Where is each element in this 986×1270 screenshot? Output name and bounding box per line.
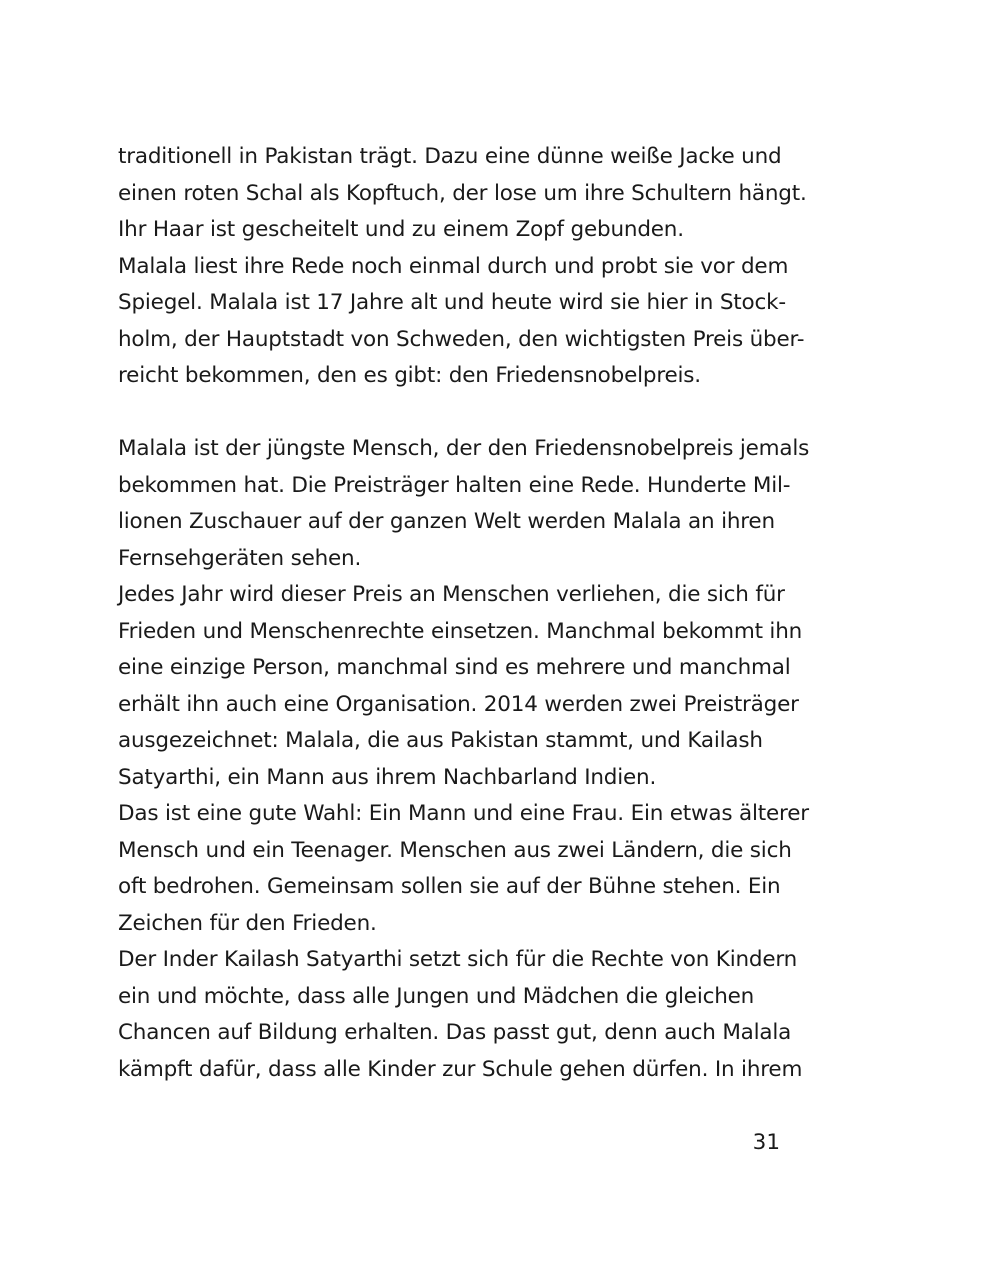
text-line: Satyarthi, ein Mann aus ihrem Nachbarland Indien. xyxy=(118,764,657,790)
text-line: kämpft dafür, dass alle Kinder zur Schule gehen dürfen. In ihrem xyxy=(118,1056,803,1082)
paragraph-1 xyxy=(118,139,807,249)
paragraph-6 xyxy=(118,942,803,1088)
paragraph-2 xyxy=(118,249,805,395)
text-line: bekommen hat. Die Preisträger halten eine Rede. Hunderte Mil- xyxy=(118,472,791,498)
paragraph-5 xyxy=(118,796,809,942)
text-line: eine einzige Person, manchmal sind es mehrere und manchmal xyxy=(118,655,791,680)
text-line: traditionell in Pakistan trägt. Dazu eine dünne weiße Jacke und xyxy=(118,144,782,169)
text-line: lionen Zuschauer auf der ganzen Welt werden Malala an ihren xyxy=(118,509,775,534)
text-line: ausgezeichnet: Malala, die aus Pakistan stammt, und Kailash xyxy=(118,728,763,753)
text-line: Malala liest ihre Rede noch einmal durch und probt sie vor dem xyxy=(118,253,789,279)
text-line: Der Inder Kailash Satyarthi setzt sich für die Rechte von Kindern xyxy=(118,947,798,972)
page-number: 31 xyxy=(752,1130,780,1155)
text-line: Mensch und ein Teenager. Menschen aus zwei Ländern, die sich xyxy=(118,837,792,863)
text-line: Ihr Haar ist gescheitelt und zu einem Zopf gebunden. xyxy=(118,217,684,242)
text-line: Zeichen für den Frieden. xyxy=(118,910,377,936)
text-line: einen roten Schal als Kopftuch, der lose um ihre Schultern hängt. xyxy=(118,180,807,206)
text-line: Chancen auf Bildung erhalten. Das passt gut, denn auch Malala xyxy=(118,1020,792,1045)
text-line: erhält ihn auch eine Organisation. 2014 werden zwei Preisträger xyxy=(118,691,799,717)
paragraph-3 xyxy=(118,431,810,577)
text-line: Malala ist der jüngste Mensch, der den Friedensnobelpreis jemals xyxy=(118,436,810,461)
text-line: Spiegel. Malala ist 17 Jahre alt und heute wird sie hier in Stock- xyxy=(118,290,786,315)
text-line: Frieden und Menschenrechte einsetzen. Manchmal bekommt ihn xyxy=(118,618,803,644)
text-line: holm, der Hauptstadt von Schweden, den wichtigsten Preis über- xyxy=(118,326,805,352)
text-line: Das ist eine gute Wahl: Ein Mann und eine Frau. Ein etwas älterer xyxy=(118,801,809,826)
paragraph-4 xyxy=(118,577,803,796)
text-line: oft bedrohen. Gemeinsam sollen sie auf der Bühne stehen. Ein xyxy=(118,874,781,899)
text-line: Jedes Jahr wird dieser Preis an Menschen verliehen, die sich für xyxy=(118,582,785,607)
text-line: Fernsehgeräten sehen. xyxy=(118,545,362,571)
body-text xyxy=(118,139,810,1088)
text-line: ein und möchte, dass alle Jungen und Mädchen die gleichen xyxy=(118,983,755,1009)
paragraph-gap xyxy=(118,395,798,432)
text-line: reicht bekommen, den es gibt: den Friedensnobelpreis. xyxy=(118,363,701,388)
